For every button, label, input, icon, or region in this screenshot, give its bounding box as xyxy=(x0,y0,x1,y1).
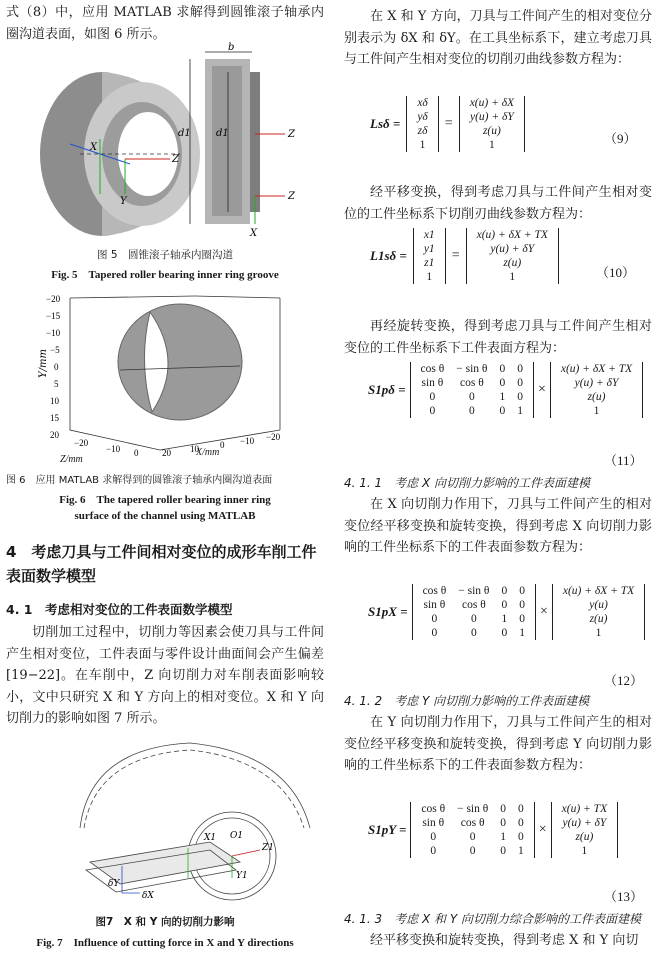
eq11-rhs-cell: x(u) + δX + TX xyxy=(560,363,633,375)
fig6-ytick: 15 xyxy=(50,413,59,423)
fig6-ztick: −20 xyxy=(74,438,89,448)
fig7-sketch xyxy=(80,743,310,900)
eq11-rotation-matrix xyxy=(410,362,534,418)
section-4-1-2-paragraph: 在 Y 向切削力作用下，刀具与工件间产生的相对变位经平移变换和旋转变换，得到考虑 Y 向切削力影响的工件坐标系下的工件表面参数方程为： xyxy=(344,715,652,773)
rot-cell: 0 xyxy=(468,405,475,417)
fig5-label-za: Z xyxy=(172,154,179,165)
section-4-1-heading: 4. 1 考虑相对变位的工件表面数学模型 xyxy=(6,602,233,617)
fig5-label-d1a: d1 xyxy=(178,128,191,139)
eq12-number: （12） xyxy=(604,673,644,688)
fig7-label-o1: O1 xyxy=(230,831,244,841)
rot-cell: sin θ xyxy=(421,377,444,389)
fig6-xlabel: X/mm xyxy=(196,447,220,458)
fig7-label-dy: δY xyxy=(108,879,120,889)
rot-cell: 0 xyxy=(501,599,508,611)
fig5-label-zb: Z xyxy=(288,129,295,140)
eq9-label: Lsδ = xyxy=(370,116,401,131)
eq13-rotation-matrix xyxy=(410,802,534,858)
section-4-1-paragraph: 切削加工过程中，切削力等因素会使刀具与工件间产生相对变位，工件表面与零件设计曲面间会产生偏差[19−22]。在车削中，Z 向切削力对车削表面影响较小，文中只研究 X 和 Y 方向上的相对变位。X 和 Y 向切削力的影响如图 7 所示。 xyxy=(6,625,324,726)
fig6-xtick: 10 xyxy=(190,444,199,454)
rot-cell: 1 xyxy=(518,845,524,857)
fig6-xtick: 20 xyxy=(162,448,171,458)
fig6-ytick: 10 xyxy=(50,396,59,406)
fig5-label-d1b: d1 xyxy=(216,128,229,139)
rot-cell: sin θ xyxy=(423,599,446,611)
right-paragraph-2: 经平移变换，得到考虑刀具与工件间产生相对变位的工件坐标系下切削刃曲线参数方程为： xyxy=(344,185,652,222)
fig6-ytick: −20 xyxy=(46,294,61,304)
rot-cell: cos θ xyxy=(462,599,486,611)
eq9-lhs-cell: yδ xyxy=(417,111,428,123)
fig6-zlabel: Z/mm xyxy=(60,454,83,465)
rot-cell: 1 xyxy=(499,391,506,403)
rot-cell: 0 xyxy=(429,391,436,403)
fig5-label-b: b xyxy=(228,42,235,53)
eq9-lhs-vector xyxy=(406,96,438,152)
eq11-rhs-cell: z(u) xyxy=(587,391,606,403)
fig7-label-x1: X1 xyxy=(204,833,217,843)
eq10-rhs-cell: y(u) + δY xyxy=(490,243,535,255)
rot-cell: 0 xyxy=(470,613,477,625)
eq13-rhs-cell: 1 xyxy=(581,845,588,857)
rot-cell: 0 xyxy=(431,627,438,639)
fig6-ytick: −5 xyxy=(50,345,60,355)
bearing-section xyxy=(190,52,285,224)
eq13-rhs-cell: y(u) + δY xyxy=(562,817,607,829)
fig6-caption-cn: 图 6 应用 MATLAB 求解得到的圆锥滚子轴承内圈沟道表面 xyxy=(6,475,273,486)
eq10-rhs-cell: x(u) + δX + TX xyxy=(476,229,548,241)
rot-cell: 0 xyxy=(500,845,506,857)
eq10-number: （10） xyxy=(596,265,636,280)
fig7-label-y1: Y1 xyxy=(236,871,248,881)
fig6-ytick: −10 xyxy=(46,328,61,338)
rot-cell: 0 xyxy=(517,377,523,389)
fig6-ytick: −15 xyxy=(46,311,61,321)
eq10-rhs-cell: 1 xyxy=(509,271,516,283)
rot-cell: 0 xyxy=(518,831,524,843)
rot-cell: − sin θ xyxy=(458,585,490,597)
eq10-lhs-cell: 1 xyxy=(426,271,433,283)
fig6-ztick: 0 xyxy=(134,448,139,458)
rot-cell: 0 xyxy=(517,363,523,375)
rot-cell: cos θ xyxy=(421,803,446,815)
fig6-caption-en-1: Fig. 6 The tapered roller bearing inner ring xyxy=(59,494,271,506)
fig5-drawing xyxy=(30,44,330,244)
rot-cell: 0 xyxy=(519,613,525,625)
fig6-ytick: 20 xyxy=(50,430,59,440)
eq13-label: S1pY = xyxy=(368,822,407,837)
rot-cell: − sin θ xyxy=(457,803,489,815)
rot-cell: 0 xyxy=(430,831,437,843)
rot-cell: 0 xyxy=(501,627,508,639)
fig5-label-zb2: Z xyxy=(288,191,295,202)
fig7-caption-en: Fig. 7 Influence of cutting force in X and Y directions xyxy=(36,937,294,949)
rot-cell: 0 xyxy=(518,803,524,815)
section-4-1-2-heading: 4. 1. 2 考虑 Y 向切削力影响的工件表面建模 xyxy=(344,694,590,708)
eq13-number: （13） xyxy=(604,889,644,904)
eq12-rhs-cell: x(u) + δX + TX xyxy=(562,585,635,597)
rot-cell: 0 xyxy=(469,831,476,843)
eq11-rhs-vector xyxy=(550,362,643,418)
rot-cell: 0 xyxy=(431,613,438,625)
intro-paragraph: 式（8）中，应用 MATLAB 求解得到圆锥滚子轴承内圈沟道表面，如图 6 所示。 xyxy=(6,5,324,42)
fig7-drawing xyxy=(60,738,320,908)
section-4-heading: 4 考虑刀具与工件间相对变位的成形车削工件表面数学模型 xyxy=(6,543,317,585)
eq11-rhs-cell: y(u) + δY xyxy=(574,377,619,389)
right-paragraph-1: 在 X 和 Y 方向，刀具与工件间产生的相对变位分别表示为 δX 和 δY。在工具坐标系下，建立考虑刀具与工件间产生相对变位的切削刃曲线参数方程为： xyxy=(344,9,652,67)
fig6-xtick: 0 xyxy=(220,440,225,450)
fig6-ylabel: Y/mm xyxy=(38,349,49,378)
fig5-label-xb: X xyxy=(250,228,258,239)
eq10-lhs-cell: z1 xyxy=(424,257,435,269)
section-4-1-1-paragraph: 在 X 向切削力作用下，刀具与工件间产生的相对变位经平移变换和旋转变换，得到考虑 X 向切削力影响的工件坐标系下的工件表面参数方程为： xyxy=(344,497,652,555)
eq9-lhs-cell: xδ xyxy=(417,97,428,109)
rot-cell: 0 xyxy=(519,585,525,597)
eq13-rhs-cell: x(u) + TX xyxy=(561,803,608,815)
rot-cell: 0 xyxy=(430,845,437,857)
eq10-rhs-vector xyxy=(466,228,559,284)
eq9-lhs-cell: 1 xyxy=(419,139,426,151)
eq11-label: S1pδ = xyxy=(368,382,406,397)
rot-cell: 1 xyxy=(501,613,508,625)
rot-cell: cos θ xyxy=(459,377,484,389)
rot-cell: cos θ xyxy=(422,585,447,597)
fig6-zticks xyxy=(74,438,139,458)
eq12-rotation-matrix xyxy=(412,584,536,640)
fig5-label-xa: X xyxy=(90,142,98,153)
eq9-rhs-cell: 1 xyxy=(489,139,495,151)
eq9-rhs-cell: z(u) xyxy=(482,125,501,137)
eq10-label: L1sδ = xyxy=(370,248,407,263)
fig6-surface xyxy=(118,304,242,420)
eq12-rhs-cell: 1 xyxy=(595,627,602,639)
section-4-1-3-paragraph: 经平移变换和旋转变换，得到考虑 X 和 Y 向切 xyxy=(370,933,639,948)
fig6-xtick: −10 xyxy=(240,436,255,446)
eq9-lhs-cell: zδ xyxy=(417,125,428,137)
rot-cell: 0 xyxy=(429,405,436,417)
fig6-ytick: 5 xyxy=(54,379,59,389)
rot-cell: 0 xyxy=(517,391,523,403)
rot-cell: 0 xyxy=(499,377,506,389)
eq9-rhs-cell: y(u) + δY xyxy=(470,111,514,123)
rot-cell: cos θ xyxy=(460,817,485,829)
rot-cell: 0 xyxy=(500,817,506,829)
rot-cell: 0 xyxy=(469,845,476,857)
fig6-ytick: 0 xyxy=(54,362,59,372)
rot-cell: 0 xyxy=(518,817,524,829)
rot-cell: − sin θ xyxy=(456,363,488,375)
fig6-ztick: −10 xyxy=(106,444,121,454)
eq12-rhs-cell: y(u) xyxy=(589,599,608,611)
fig6-xtick: −20 xyxy=(266,432,281,442)
fig7-label-z1: Z1 xyxy=(262,843,274,853)
fig6-plot xyxy=(40,290,320,460)
rot-cell: 0 xyxy=(499,363,506,375)
eq10-rhs-cell: z(u) xyxy=(503,257,522,269)
eq11-number: （11） xyxy=(604,453,643,468)
eq10-lhs-cell: x1 xyxy=(423,229,435,241)
rot-cell: 1 xyxy=(500,831,506,843)
fig5-caption-en: Fig. 5 Tapered roller bearing inner ring groove xyxy=(51,269,279,281)
equation-9: Lsδ = xδ yδ zδ 1 = x(u) + δX y(u) + δY z(u) 1 xyxy=(370,96,525,152)
eq9-rhs-cell: x(u) + δX xyxy=(469,97,515,109)
fig7-label-dx: δX xyxy=(142,891,154,901)
fig6-caption-en-2: surface of the channel using MATLAB xyxy=(74,510,256,522)
rot-cell: 0 xyxy=(501,585,508,597)
rot-cell: 0 xyxy=(499,405,506,417)
eq13-rhs-cell: z(u) xyxy=(575,831,594,843)
eq10-lhs-cell: y1 xyxy=(423,243,435,255)
rot-cell: 0 xyxy=(500,803,506,815)
rot-cell: 0 xyxy=(519,599,525,611)
rot-cell: 0 xyxy=(470,627,477,639)
eq9-number: （9） xyxy=(604,131,637,146)
eq9-rhs-vector xyxy=(459,96,525,152)
eq13-rhs-vector xyxy=(551,802,618,858)
equation-12: S1pX = cos θ − sin θ 0 0 sin θ cos θ 0 0 0 0 1 0 0 0 0 1 × x(u) + δX + TX y(u) z(u) 1 xyxy=(368,584,645,640)
fig5-caption-cn: 图 5 圆锥滚子轴承内圈沟道 xyxy=(96,249,234,261)
fig7-caption-cn: 图7 X 和 Y 向的切削力影响 xyxy=(95,916,235,928)
section-4-1-1-heading: 4. 1. 1 考虑 X 向切削力影响的工件表面建模 xyxy=(344,476,591,490)
rot-cell: sin θ xyxy=(422,817,445,829)
fig5-label-ya: Y xyxy=(120,196,127,207)
rot-cell: cos θ xyxy=(420,363,445,375)
rot-cell: 1 xyxy=(519,627,525,639)
eq12-rhs-vector xyxy=(552,584,645,640)
equation-10: L1sδ = x1 y1 z1 1 = x(u) + δX + TX y(u) + δY z(u) 1 xyxy=(370,228,559,284)
rot-cell: 0 xyxy=(468,391,475,403)
eq11-rhs-cell: 1 xyxy=(593,405,600,417)
eq12-rhs-cell: z(u) xyxy=(589,613,608,625)
equation-11: S1pδ = cos θ − sin θ 0 0 sin θ cos θ 0 0 0 0 1 0 0 0 0 1 × x(u) + δX + TX y(u) + δY z(u) 1 xyxy=(368,362,643,418)
eq10-lhs-vector xyxy=(413,228,446,284)
equation-13: S1pY = cos θ − sin θ 0 0 sin θ cos θ 0 0 0 0 1 0 0 0 0 1 × x(u) + TX y(u) + δY z(u) 1 xyxy=(368,802,618,858)
rot-cell: 1 xyxy=(517,405,523,417)
fig6-xticks xyxy=(162,432,281,458)
section-4-1-3-heading: 4. 1. 3 考虑 X 和 Y 向切削力综合影响的工件表面建模 xyxy=(344,912,641,926)
right-paragraph-3: 再经旋转变换，得到考虑刀具与工件间产生相对变位的工件坐标系下工件表面方程为： xyxy=(344,319,652,356)
eq12-label: S1pX = xyxy=(368,604,408,619)
